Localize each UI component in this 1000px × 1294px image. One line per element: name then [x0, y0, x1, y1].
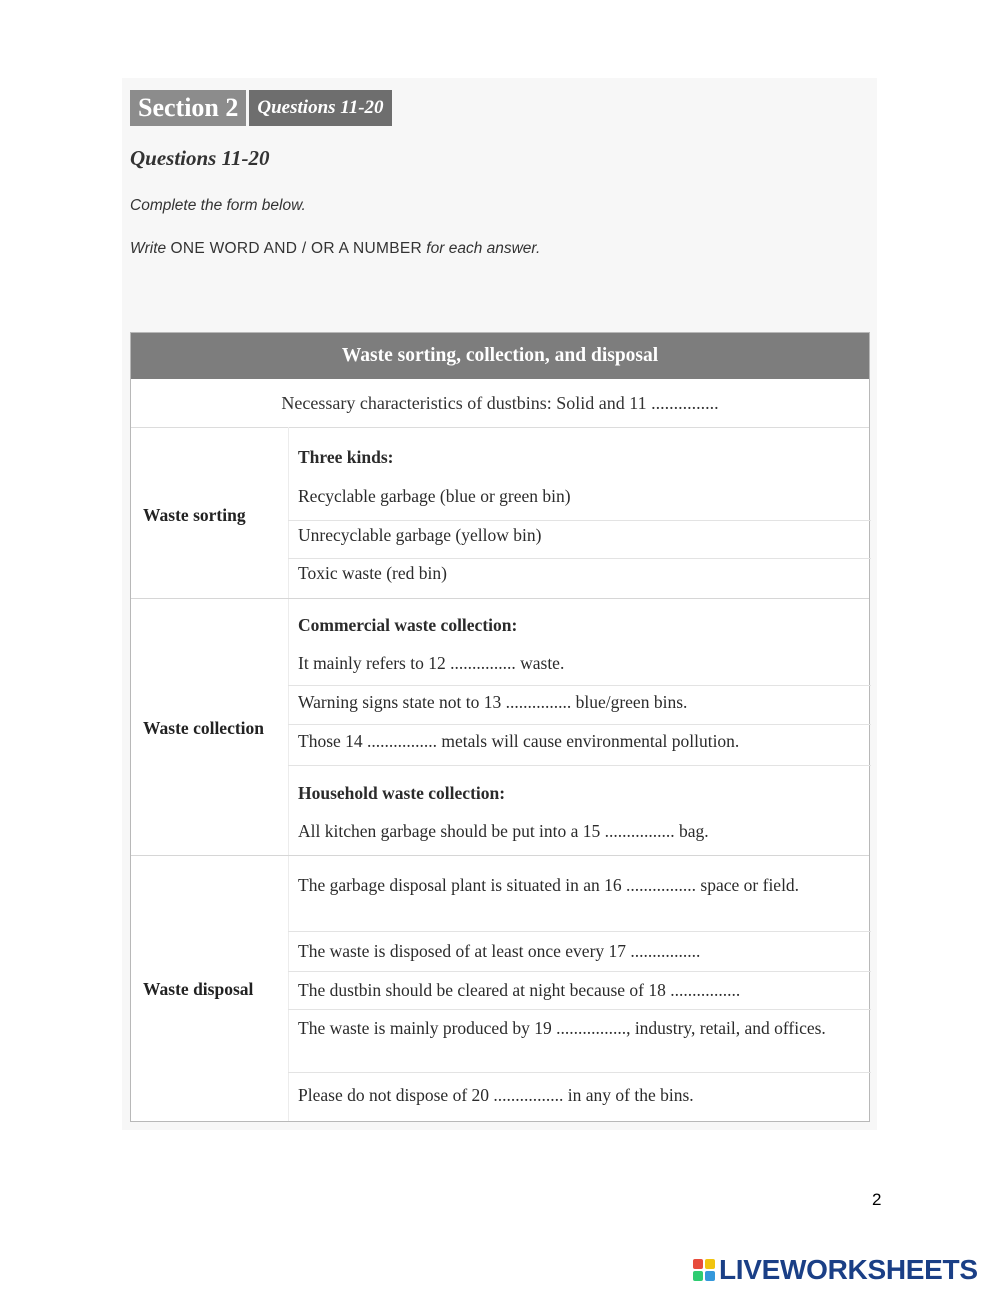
- liveworksheets-logo-icon: [692, 1258, 716, 1282]
- instruction-suffix: for each answer.: [422, 240, 541, 257]
- household-collection-heading: Household waste collection:: [298, 783, 506, 803]
- row-divider: [288, 931, 871, 932]
- instruction-word-limit: [130, 240, 540, 258]
- row-divider: [288, 724, 871, 725]
- sorting-item: Unrecyclable garbage (yellow bin): [298, 525, 542, 545]
- section-header: [130, 90, 392, 126]
- section-questions-range: Questions 11-20: [249, 90, 391, 126]
- necessary-characteristics-row: Necessary characteristics of dustbins: Solid and 11 ...............: [131, 379, 869, 428]
- instruction-limit-caps: ONE WORD AND / OR A NUMBER: [170, 240, 422, 257]
- row-divider: [288, 558, 871, 559]
- category-waste-disposal: Waste disposal: [143, 979, 254, 999]
- commercial-collection-heading: Commercial waste collection:: [298, 615, 518, 635]
- row-divider: [288, 971, 871, 972]
- waste-form-table: [130, 332, 870, 1122]
- category-column-divider: [288, 427, 289, 1121]
- sorting-item: Toxic waste (red bin): [298, 563, 447, 583]
- row-divider: [288, 1009, 871, 1010]
- liveworksheets-brand: [692, 1254, 978, 1286]
- instruction-prefix: Write: [130, 240, 171, 257]
- category-waste-collection: Waste collection: [143, 718, 265, 738]
- section-divider: [131, 855, 869, 856]
- sorting-item: Recyclable garbage (blue or green bin): [298, 486, 571, 506]
- row-divider: [288, 520, 871, 521]
- question-14-item: Those 14 ................ metals will cause environmental pollution.: [298, 731, 740, 751]
- question-17-item: The waste is disposed of at least once every 17 ................: [298, 941, 701, 961]
- page-number: 2: [872, 1190, 882, 1209]
- question-19-item: The waste is mainly produced by 19 ................, industry, retail, and offices.: [298, 1018, 826, 1038]
- brand-name: LIVEWORKSHEETS: [719, 1254, 978, 1285]
- section-divider: [131, 598, 869, 599]
- row-divider: [288, 685, 871, 686]
- question-16-item: The garbage disposal plant is situated in an 16 ................ space or field.: [298, 875, 800, 895]
- question-12-item: It mainly refers to 12 ............... waste.: [298, 653, 565, 673]
- question-13-item: Warning signs state not to 13 ............... blue/green bins.: [298, 692, 688, 712]
- section-title: Section 2: [130, 90, 246, 126]
- form-title: Waste sorting, collection, and disposal: [131, 333, 869, 379]
- category-waste-sorting: Waste sorting: [143, 505, 246, 525]
- question-18-item: The dustbin should be cleared at night because of 18 ................: [298, 980, 741, 1000]
- instruction-complete-form: Complete the form below.: [130, 197, 306, 214]
- three-kinds-heading: Three kinds:: [298, 447, 394, 467]
- question-15-item: All kitchen garbage should be put into a 15 ................ bag.: [298, 821, 709, 841]
- row-divider: [288, 1072, 871, 1073]
- question-20-item: Please do not dispose of 20 ................ in any of the bins.: [298, 1085, 694, 1105]
- row-divider: [288, 765, 871, 766]
- questions-heading: Questions 11-20: [130, 146, 270, 170]
